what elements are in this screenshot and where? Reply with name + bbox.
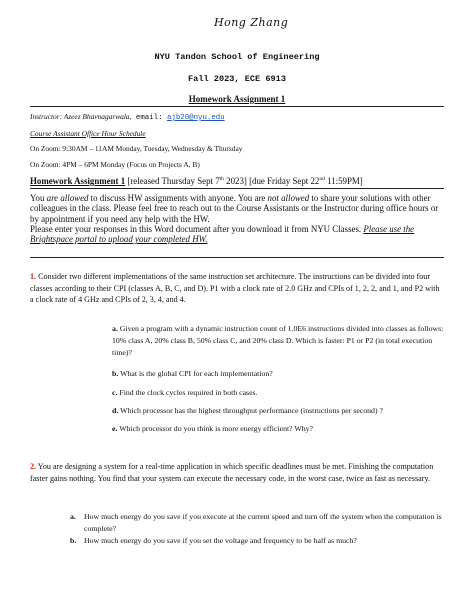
question-2-text: You are designing a system for a real-time application in which specific deadlines must be met. Finishing the computation faster gains nothing. You find that your system can execute the necessary code, in the worst case, twice as fast as necessary. xyxy=(30,462,434,483)
release-sup-th: th xyxy=(219,176,224,183)
course-title: Fall 2023, ECE 6913 xyxy=(188,74,286,84)
question-1 xyxy=(30,271,444,306)
release-divider xyxy=(30,188,444,189)
part-b-label: b. xyxy=(112,369,119,378)
release-text-end: 11:59PM] xyxy=(324,176,363,186)
question-2-part-a xyxy=(70,511,444,535)
question-1-part-a xyxy=(112,323,444,358)
intro-allowed: are allowed xyxy=(46,193,89,203)
intro-text-3: to discuss HW assignments with anyone. You are xyxy=(88,193,268,203)
part-d-text: Which processor has the highest throughput performance (instructions per second) ? xyxy=(118,406,383,415)
school-name: NYU Tandon School of Engineering xyxy=(154,52,320,62)
question-2 xyxy=(30,461,444,484)
q2-part-b-label: b. xyxy=(70,536,77,545)
part-c-label: c. xyxy=(112,388,118,397)
office-hours-line-1: On Zoom: 9:30AM – 11AM Monday, Tuesday, Wednesday & Thursday xyxy=(30,144,243,153)
question-2-part-b xyxy=(70,535,444,547)
instructor-email-link[interactable]: ajb20@nyu.edu xyxy=(166,114,225,122)
office-hours-heading: Course Assistant Office Hour Schedule xyxy=(30,129,146,138)
release-sup-nd: nd xyxy=(319,176,325,183)
assignment-heading: Homework Assignment 1 xyxy=(188,94,286,104)
question-1-part-c xyxy=(112,387,444,399)
part-b-text: What is the global CPI for each implementation? xyxy=(118,369,273,378)
handwritten-signature: Hong Zhang xyxy=(214,16,289,29)
part-d-label: d. xyxy=(112,406,119,415)
intro-text-5: to share your solutions with other colleagues in the class. Please feel free to reach out to the Course Assistants or the Instructor during office hours or by appointment if you need any help with the HW. xyxy=(30,193,439,224)
part-a-label: a. xyxy=(112,324,118,333)
intro-not-allowed: not allowed xyxy=(267,193,310,203)
instructor-line xyxy=(30,112,225,122)
email-label: email: xyxy=(131,114,167,122)
release-title: Homework Assignment 1 xyxy=(30,176,126,186)
question-1-part-d xyxy=(112,405,444,417)
q2-part-a-label: a. xyxy=(70,512,76,521)
intro-instructions: Please enter your responses in this Word document after you download it from NYU Classes. xyxy=(30,223,364,234)
part-c-text: Find the clock cycles required in both cases. xyxy=(117,388,258,397)
question-1-part-b xyxy=(112,368,444,380)
part-e-label: e. xyxy=(112,424,118,433)
q2-part-b-text: How much energy do you save if you set the voltage and frequency to be half as much? xyxy=(84,536,357,545)
intro-divider xyxy=(30,257,444,258)
release-text-start: [released Thursday Sept 7 xyxy=(125,176,220,186)
question-1-text: Consider two different implementations of the same instruction set architecture. The instructions can be divided into four classes according to their CPI (classes A, B, C, and D). P1 with a clock rate of 2.0 GHz and CPIs of 1, 2, 2, and 1, and P2 with a clock rate of 4 GHz and CPIs of 2, 3, 4, and 4. xyxy=(30,272,440,305)
q2-part-a-text: How much energy do you save if you execute at the current speed and turn off the system when the computation is complete? xyxy=(84,512,442,533)
question-1-number: 1. xyxy=(30,272,37,281)
instructor-label: Instructor: Azeez Bhavnagarwala, xyxy=(30,112,132,121)
intro-upload-note: Please use the Brightspace portal to upload your completed HW. xyxy=(30,223,415,245)
intro-paragraph xyxy=(30,193,444,244)
intro-text-1: You xyxy=(30,193,47,203)
header-divider xyxy=(30,106,444,107)
release-text-mid: 2023] [due Friday Sept 22 xyxy=(223,176,320,186)
question-1-part-e xyxy=(112,423,444,435)
part-e-text: Which processor do you think is more energy efficient? Why? xyxy=(117,424,314,433)
question-2-number: 2. xyxy=(30,462,37,471)
part-a-text: Given a program with a dynamic instruction count of 1.0E6 instructions divided into classes as follows: 10% class A, 20% class B, 50% class C, and 20% class D. Which is faster: P1 or P2 (in total execution time)? xyxy=(112,324,444,357)
office-hours-line-2: On Zoom: 4PM – 6PM Monday (Focus on Projects A, B) xyxy=(30,160,200,169)
release-line xyxy=(30,176,363,186)
